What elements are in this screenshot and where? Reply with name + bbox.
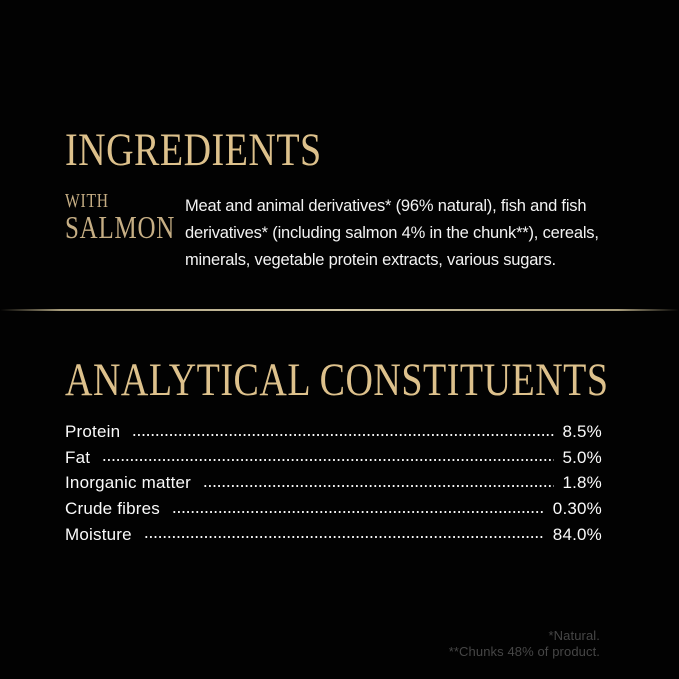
row-label: Moisture [65,524,132,544]
row-value: 84.0% [552,524,602,544]
gold-divider-line [0,309,679,311]
row-label: Inorganic matter [65,473,192,493]
row-value: 1.8% [562,473,602,493]
row-label: Protein [65,422,121,441]
footnotes [449,628,600,659]
row-label: Fat [65,447,91,467]
variant-prefix-label: WITH [65,190,109,212]
footnote-natural: *Natural. [548,628,600,643]
ingredients-description-line: derivatives* (including salmon 4% in the chunk**), cereals, [185,224,599,242]
ingredients-heading: INGREDIENTS [65,124,322,177]
ingredients-description [185,193,599,274]
row-value: 0.30% [552,499,602,519]
table-row [65,470,602,496]
row-label: Crude fibres [65,499,160,519]
dot-leader [132,434,554,436]
dot-leader [102,459,554,461]
row-value: 8.5% [562,422,602,441]
analytical-constituents-heading: ANALYTICAL CONSTITUENTS [65,354,609,407]
variant-name-label: SALMON [65,209,176,245]
dot-leader [203,485,554,487]
table-row [65,419,602,445]
footnote-chunks: **Chunks 48% of product. [448,643,600,659]
table-row [65,522,602,548]
dot-leader [144,536,545,538]
analytical-constituents-table [65,419,602,547]
table-row [65,445,602,471]
dot-leader [172,511,545,513]
ingredients-description-line: Meat and animal derivatives* (96% natural), fish and fish [185,197,587,215]
ingredients-description-line: minerals, vegetable protein extracts, various sugars. [185,251,556,269]
row-value: 5.0% [562,447,602,467]
variant-block [65,190,176,245]
table-row [65,496,602,522]
